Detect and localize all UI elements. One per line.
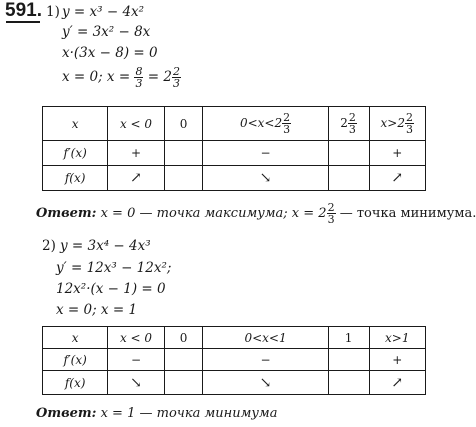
t1-func-0: [108, 166, 164, 191]
arrow-up-icon: ↗: [130, 170, 142, 186]
frac-num: 2: [172, 65, 180, 78]
t2-header-1: x < 0: [108, 327, 164, 349]
frac-num: 2: [405, 111, 413, 124]
t1-header-5: [369, 107, 425, 141]
t1-h4: 2: [340, 116, 348, 130]
t2-header-5: x>1: [369, 327, 425, 349]
frac-den: 3: [172, 77, 180, 90]
t2-deriv-0: −: [108, 349, 164, 371]
sign-table-2: [42, 326, 426, 395]
t1-header-3: [203, 107, 328, 141]
t1-h3: 0<x<2: [239, 116, 283, 130]
problem-number: 591.: [5, 0, 42, 21]
t2-deriv-4: +: [369, 349, 425, 371]
part1-line2: y′ = 3x² − 8x: [62, 24, 151, 40]
t2-header-2: 0: [164, 327, 203, 349]
t1-func-3: [328, 166, 369, 191]
frac-den: 3: [405, 123, 413, 136]
t1-header-4: [328, 107, 369, 141]
t2-func-1: [164, 371, 203, 395]
part1-line3: x·(3x − 8) = 0: [62, 45, 158, 61]
t1-h5-frac: [405, 112, 414, 135]
arrow-down-icon: ↘: [259, 170, 272, 186]
part2-line1: y = 3x⁴ − 4x³: [60, 238, 151, 254]
part1-line1: y = x³ − 4x²: [62, 4, 145, 20]
part1-line4-eq: = 2: [147, 69, 172, 85]
answer-fraction: [327, 202, 336, 225]
t2-header-0: x: [43, 327, 108, 349]
frac-num: 2: [327, 201, 335, 214]
t2-header-4: 1: [328, 327, 369, 349]
t1-func-1: [164, 166, 203, 191]
frac-num: 2: [283, 111, 291, 124]
part1-label: 1): [46, 4, 60, 20]
answer-label: Ответ:: [36, 206, 97, 221]
frac-den: 3: [283, 123, 291, 136]
t2-func-0: [108, 371, 164, 395]
t1-func-2: [203, 166, 328, 191]
frac-den: 3: [327, 213, 335, 226]
t2-header-3: 0<x<1: [203, 327, 328, 349]
t1-deriv-2: −: [203, 141, 328, 166]
t1-header-1: [108, 107, 164, 141]
part2-line3: 12x²·(x − 1) = 0: [56, 281, 166, 297]
t2-deriv-2: −: [203, 349, 328, 371]
part2-line2: y′ = 12x³ − 12x²;: [56, 260, 172, 276]
t1-h3-frac: [282, 112, 291, 135]
frac-num: 8: [135, 65, 143, 78]
t1-h2: 0: [179, 116, 188, 131]
t2-deriv-3: [328, 349, 369, 371]
answer-label: Ответ:: [36, 406, 97, 421]
t2-func-4: [369, 371, 425, 395]
problem-number-underline: [6, 21, 40, 23]
part1-line4-start: x = 0; x =: [62, 69, 131, 85]
frac-den: 3: [135, 77, 143, 90]
t1-func-4: [369, 166, 425, 191]
arrow-up-icon: ↗: [391, 170, 404, 186]
answer-text: x = 1 — точка минимума: [100, 406, 278, 421]
t1-deriv-1: [164, 141, 203, 166]
arrow-down-icon: ↘: [259, 374, 272, 391]
t2-deriv-label: f′(x): [43, 349, 108, 371]
t1-h4-frac: [348, 112, 357, 135]
frac-den: 3: [348, 123, 356, 136]
t1-deriv-0: +: [108, 141, 164, 166]
t2-func-label: f(x): [43, 371, 108, 395]
t1-deriv-label: f′(x): [43, 141, 108, 166]
part2-label: 2): [42, 238, 56, 254]
t1-h1: x < 0: [119, 116, 153, 131]
part2-answer: [36, 406, 277, 421]
part1-answer: [36, 202, 476, 225]
arrow-up-icon: ↗: [391, 374, 404, 391]
t2-deriv-1: [164, 349, 203, 371]
answer-text-2: — точка минимума.: [339, 206, 476, 221]
t1-header-2: [164, 107, 203, 141]
t2-func-2: [203, 371, 328, 395]
t1-func-label: f(x): [43, 166, 108, 191]
fraction-8-3: [134, 66, 143, 89]
t1-h5: x>2: [380, 116, 405, 130]
part2-line4: x = 0; x = 1: [56, 302, 138, 318]
t1-deriv-3: [328, 141, 369, 166]
answer-text-1: x = 0 — точка максимума; x = 2: [100, 206, 327, 221]
arrow-down-icon: ↘: [130, 374, 142, 391]
t1-header-x: [43, 107, 108, 141]
frac-num: 2: [348, 111, 356, 124]
part1-line4: [62, 66, 181, 89]
t1-h0: x: [71, 116, 79, 131]
sign-table-1: [42, 106, 426, 191]
fraction-2-3: [172, 66, 181, 89]
t1-deriv-4: +: [369, 141, 425, 166]
t2-func-3: [328, 371, 369, 395]
